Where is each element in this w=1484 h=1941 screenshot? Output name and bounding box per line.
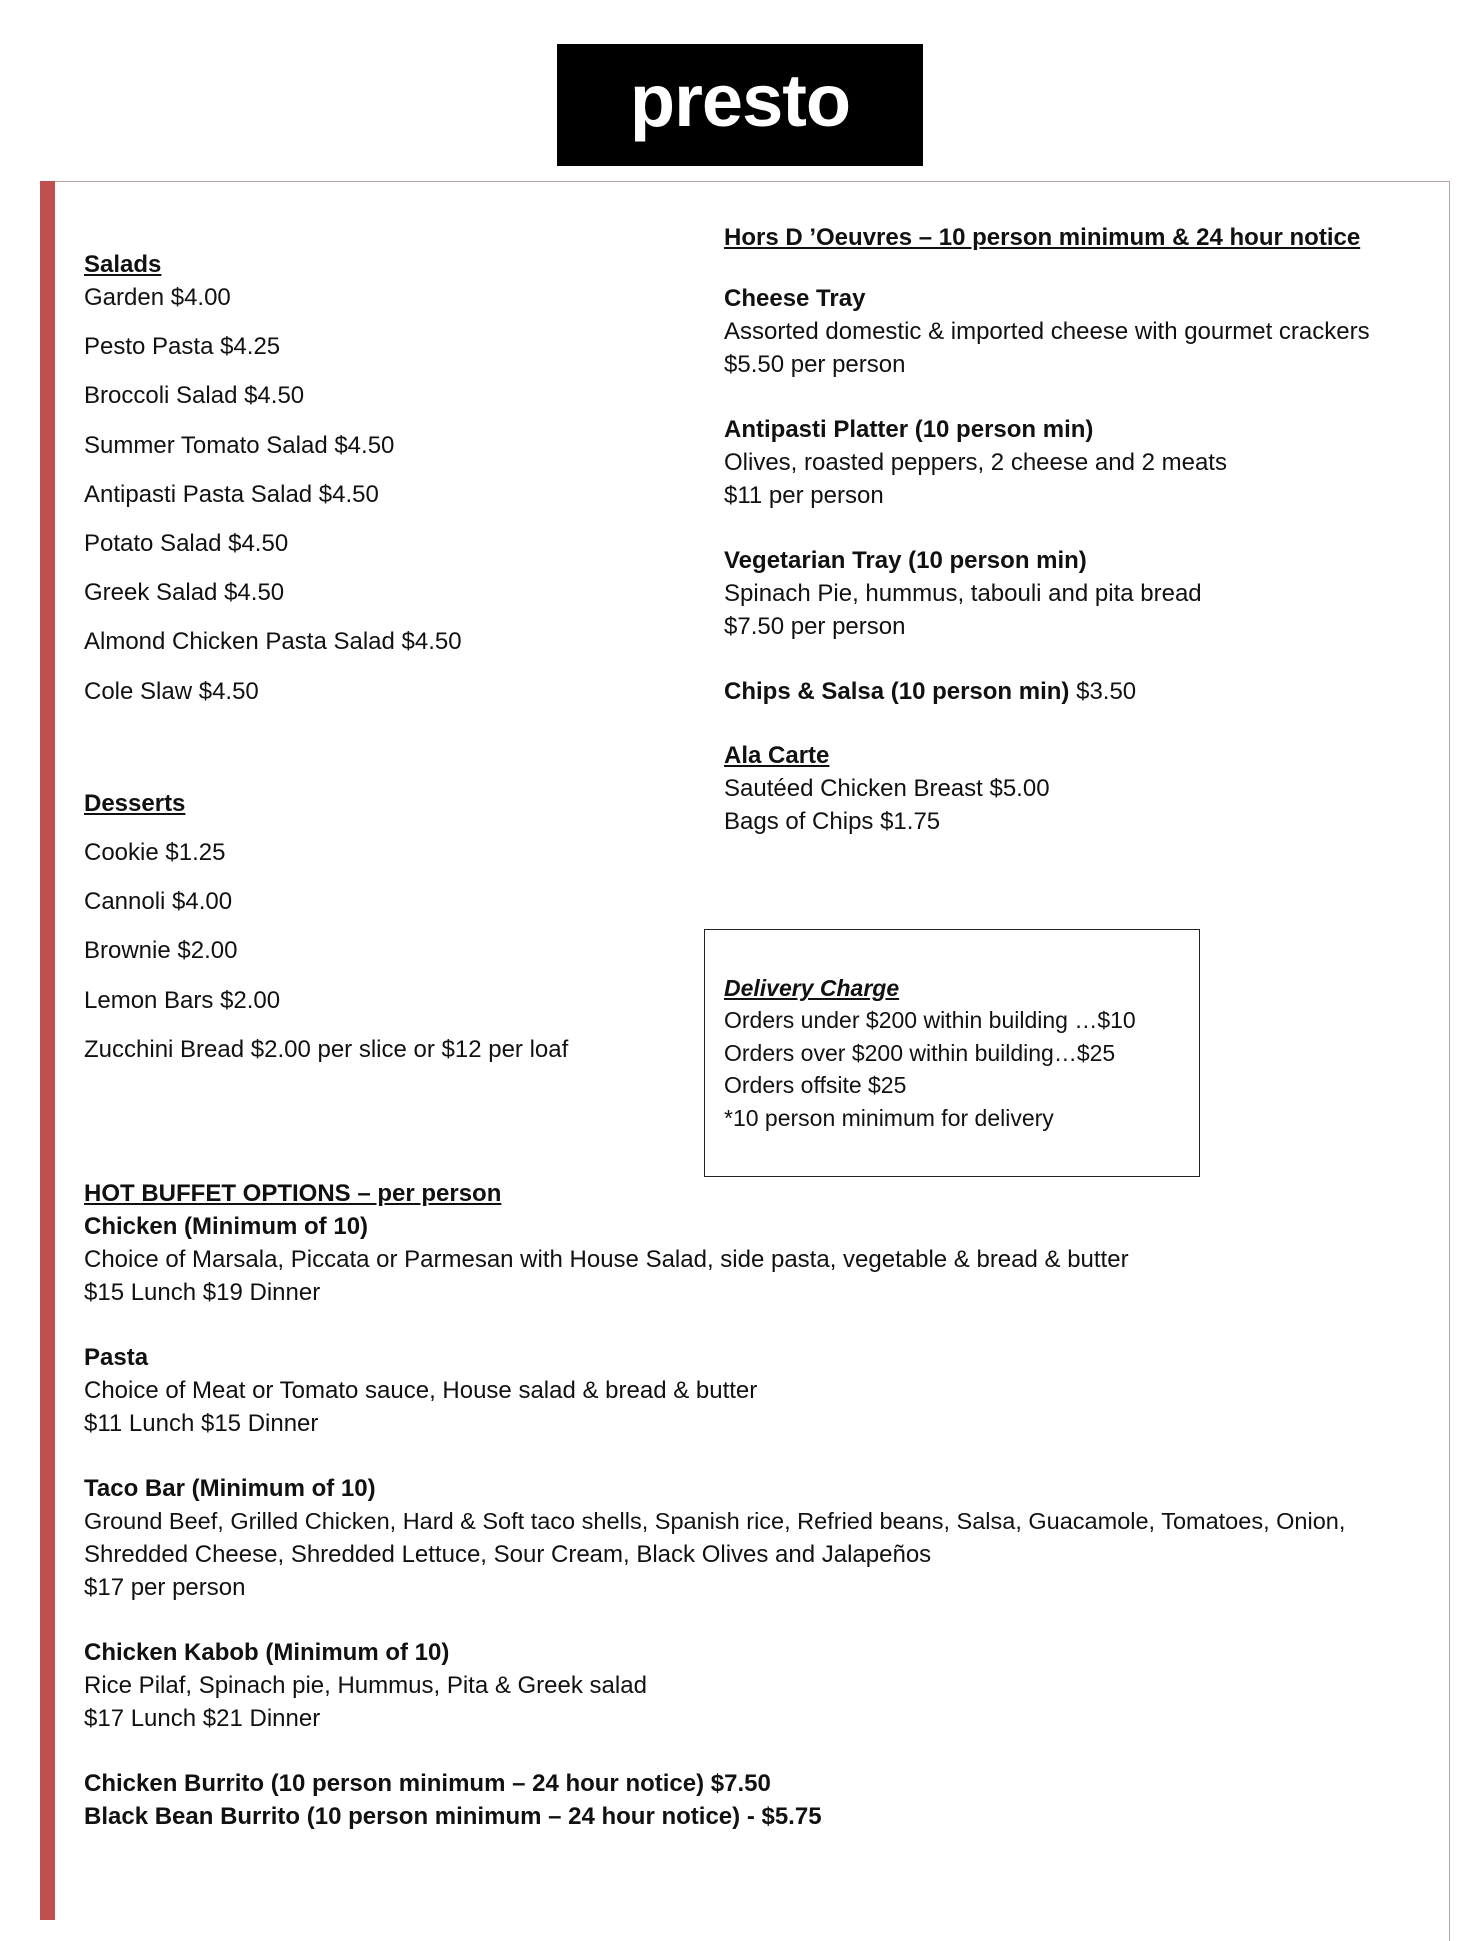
salad-item: Potato Salad $4.50: [84, 530, 289, 557]
salad-item: Cole Slaw $4.50: [84, 677, 259, 705]
cheese-tray-title: Cheese Tray: [724, 285, 866, 312]
salad-item: Pesto Pasta $4.25: [84, 333, 281, 361]
buffet-kabob-desc: Rice Pilaf, Spinach pie, Hummus, Pita & Greek salad: [84, 1672, 647, 1699]
chicken-burrito-line: Chicken Burrito (10 person minimum – 24 hour notice) $7.50: [84, 1770, 771, 1797]
cheese-tray-price: $5.50 per person: [724, 351, 906, 378]
left-accent-bar: [40, 181, 55, 1920]
logo-text: presto: [629, 59, 851, 142]
buffet-taco-price: $17 per person: [84, 1574, 246, 1601]
dessert-item: Brownie $2.00: [84, 937, 238, 965]
delivery-heading: Delivery Charge: [724, 975, 900, 1001]
buffet-pasta-title: Pasta: [84, 1344, 149, 1371]
ala-carte-heading: Ala Carte: [724, 742, 830, 769]
hot-buffet-heading: HOT BUFFET OPTIONS – per person: [84, 1180, 502, 1207]
black-bean-burrito-title: Black Bean Burrito (10 person minimum – 24 hour notice): [84, 1803, 741, 1830]
chips-salsa-title: Chips & Salsa (10 person min): [724, 678, 1070, 705]
buffet-chicken-price: $15 Lunch $19 Dinner: [84, 1279, 321, 1306]
ala-carte-item: Sautéed Chicken Breast $5.00: [724, 775, 1050, 802]
buffet-kabob-title: Chicken Kabob (Minimum of 10): [84, 1639, 450, 1666]
buffet-taco-desc: Shredded Cheese, Shredded Lettuce, Sour Cream, Black Olives and Jalapeños: [84, 1541, 932, 1568]
buffet-chicken-desc: Choice of Marsala, Piccata or Parmesan with House Salad, side pasta, vegetable & bread & butter: [84, 1246, 1129, 1273]
salad-item: Antipasti Pasta Salad $4.50: [84, 480, 379, 508]
buffet-pasta-desc: Choice of Meat or Tomato sauce, House salad & bread & butter: [84, 1377, 758, 1404]
dessert-item: Cannoli $4.00: [84, 888, 233, 916]
black-bean-burrito-line: [84, 1800, 822, 1833]
vegetarian-tray-price: $7.50 per person: [724, 613, 906, 640]
salad-item: Greek Salad $4.50: [84, 579, 285, 607]
delivery-line: Orders under $200 within building …$10: [724, 1007, 1136, 1033]
delivery-line: Orders offsite $25: [724, 1072, 907, 1098]
chips-salsa-line: [724, 675, 1136, 708]
cheese-tray-desc: Assorted domestic & imported cheese with gourmet crackers: [724, 318, 1370, 345]
buffet-pasta-price: $11 Lunch $15 Dinner: [84, 1410, 319, 1437]
buffet-taco-desc: Ground Beef, Grilled Chicken, Hard & Soft taco shells, Spanish rice, Refried beans, Salsa, Guacamole, Tomatoes, Onion,: [84, 1508, 1346, 1534]
salad-item: Summer Tomato Salad $4.50: [84, 431, 395, 459]
antipasti-platter-desc: Olives, roasted peppers, 2 cheese and 2 meats: [724, 449, 1227, 476]
salads-heading: Salads: [84, 251, 162, 278]
desserts-heading: Desserts: [84, 790, 186, 817]
vegetarian-tray-desc: Spinach Pie, hummus, tabouli and pita bread: [724, 580, 1202, 607]
antipasti-platter-title: Antipasti Platter (10 person min): [724, 416, 1094, 443]
hors-heading: Hors D ’Oeuvres – 10 person minimum & 24 hour notice: [724, 224, 1361, 251]
buffet-chicken-title: Chicken (Minimum of 10): [84, 1213, 369, 1240]
vegetarian-tray-title: Vegetarian Tray (10 person min): [724, 547, 1087, 574]
black-bean-burrito-price: - $5.75: [740, 1803, 822, 1830]
antipasti-platter-price: $11 per person: [724, 482, 884, 509]
dessert-item: Cookie $1.25: [84, 839, 226, 866]
dessert-item: Zucchini Bread $2.00 per slice or $12 per loaf: [84, 1035, 569, 1063]
buffet-taco-title: Taco Bar (Minimum of 10): [84, 1475, 376, 1502]
logo: [557, 44, 923, 166]
salad-item: Broccoli Salad $4.50: [84, 382, 305, 410]
delivery-line: Orders over $200 within building…$25: [724, 1040, 1116, 1066]
salad-item: Almond Chicken Pasta Salad $4.50: [84, 628, 462, 656]
buffet-kabob-price: $17 Lunch $21 Dinner: [84, 1705, 321, 1732]
salad-item: Garden $4.00: [84, 284, 231, 311]
ala-carte-item: Bags of Chips $1.75: [724, 808, 941, 835]
dessert-item: Lemon Bars $2.00: [84, 986, 281, 1014]
chips-salsa-price: $3.50: [1069, 678, 1137, 705]
delivery-line: *10 person minimum for delivery: [724, 1105, 1054, 1131]
